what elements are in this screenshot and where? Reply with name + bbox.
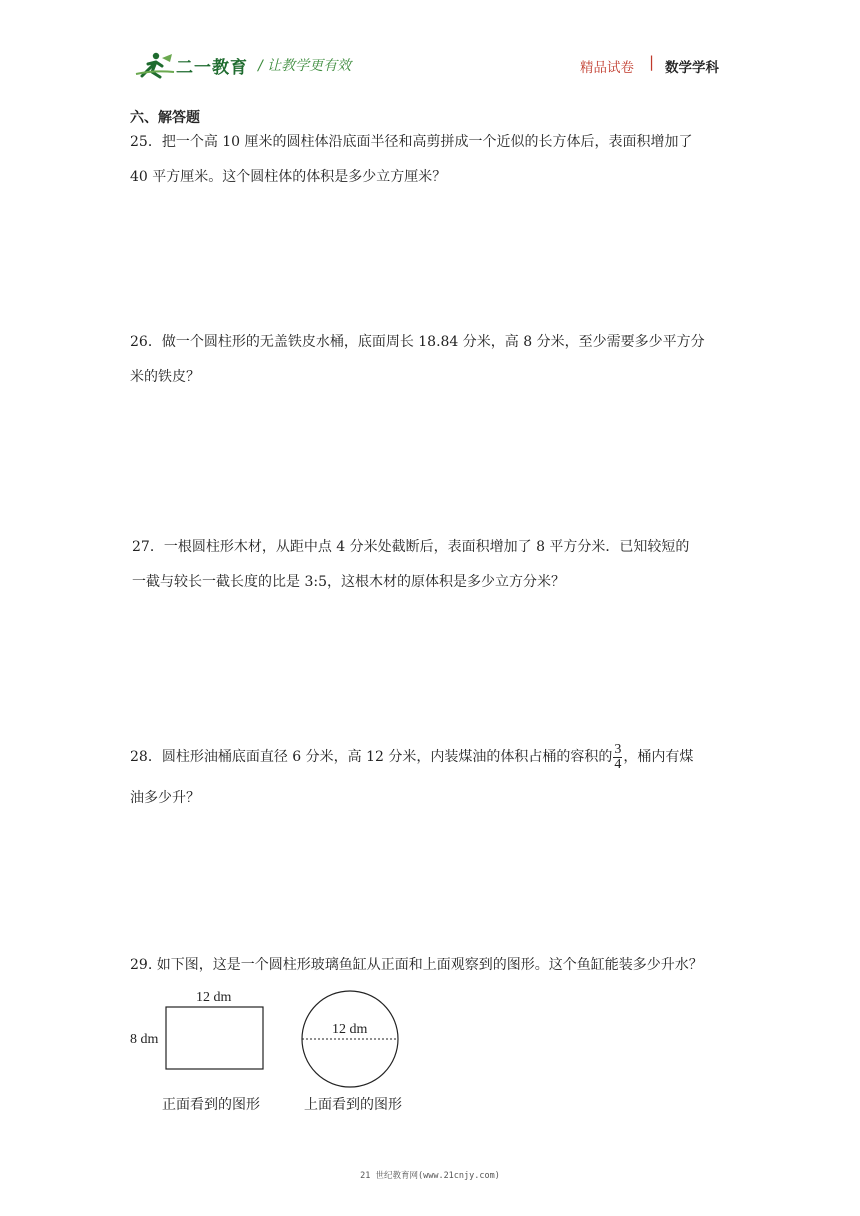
question-text: ，桶内有煤 [623,749,694,765]
front-height-label: 8 dm [130,1032,159,1047]
question-text-line: 油多少升？ [130,790,200,806]
fish-tank-views-figure [128,985,428,1120]
question-text-line: 一截与较长一截长度的比是 3:5，这根木材的原体积是多少立方分米？ [132,574,565,590]
question-29 [130,948,740,983]
question-text-line: 27．一根圆柱形木材，从距中点 4 分米处截断后，表面积增加了 8 平方分米．已知较短的 [132,539,690,555]
front-width-label: 12 dm [196,990,232,1005]
question-text-line: 米的铁皮？ [130,369,200,385]
question-27 [132,530,742,600]
question-28 [130,740,740,816]
subject-label: 数学学科 [665,60,719,76]
brand-name: 二一教育 [176,58,248,78]
footer: 21 世纪教育网(www.21cnjy.com) [360,1171,500,1181]
fraction-three-quarters [613,743,622,772]
question-text-line [130,740,740,775]
question-26 [130,325,740,395]
question-text-line: 25．把一个高 10 厘米的圆柱体沿底面半径和高剪拼成一个近似的长方体后，表面积增加了 [130,134,693,150]
fraction-denominator: 4 [614,756,622,772]
slogan: / 让教学更有效 [258,58,352,74]
top-diameter-label: 12 dm [332,1022,368,1037]
question-text-line: 40 平方厘米。这个圆柱体的体积是多少立方厘米？ [130,169,447,185]
header-separator: | [649,53,655,71]
top-view-caption: 上面看到的图形 [304,1098,402,1113]
front-view-caption: 正面看到的图形 [162,1098,260,1113]
question-25 [130,125,740,195]
paper-type-label: 精品试卷 [580,60,634,76]
question-text-line: 26．做一个圆柱形的无盖铁皮水桶，底面周长 18.84 分米，高 8 分米，至少需要多少平方分 [130,334,705,350]
front-view-rectangle [166,1007,263,1069]
question-text-line: 29. 如下图，这是一个圆柱形玻璃鱼缸从正面和上面观察到的图形。这个鱼缸能装多少升水？ [130,957,703,973]
section-title: 六、解答题 [130,110,200,126]
question-text: 28．圆柱形油桶底面直径 6 分米，高 12 分米，内装煤油的体积占桶的容积的 [130,749,613,765]
fraction-numerator: 3 [614,741,622,757]
